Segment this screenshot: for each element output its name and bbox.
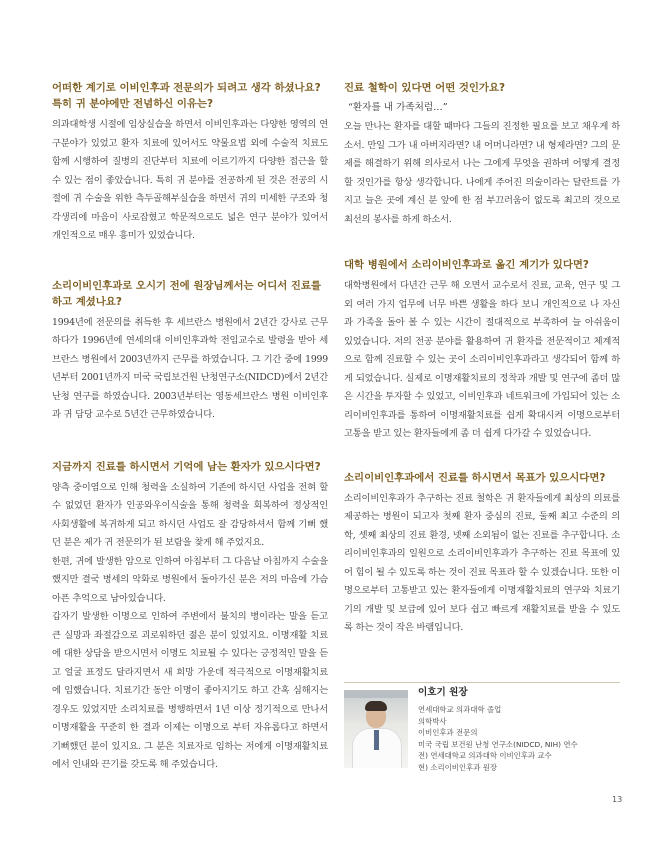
- question-heading: 대학 병원에서 소리이비인후과로 옮긴 계기가 있다면?: [344, 259, 589, 271]
- answer-paragraph: 대학병원에서 다년간 근무 해 오면서 교수로서 진료, 교육, 연구 및 그 외 여러 가지 업무에 너무 바쁜 생활을 하다 보니 개인적으로 나 자신과 가족을 돌아 볼 수 있는 시간이 절대적으로 부족하여 늘 아쉬움이 있었습니다. 저의 전공 분야를 활용하여 귀 환자를 전문적이고 체계적으로 함께 진료할 수 있는 곳이 소리이비인후과라고 생각되어 함께 하게 되었습니다. 실제로 이명재활치료의 정착과 개발 및 연구에 좀더 많은 시간을 투자할 수 있었고, 이비인후과 네트워크에 가입되어 있는 소리이비인후과를 통하여 이명재활치료를 쉽게 확대시켜 이명으로부터 고통을 받고 있는 환자들에게 좀 더 쉽게 다가갈 수 있었습니다.: [344, 280, 620, 439]
- doctor-photo: [344, 690, 408, 768]
- motto-quote: “환자를 내 가족처럼…”: [348, 102, 448, 113]
- credential-line: 연세대학교 의과대학 졸업: [418, 705, 502, 714]
- credential-line: 이비인후과 전문의: [418, 728, 478, 737]
- qa-section-move-reason: [344, 257, 620, 444]
- credential-line: 현) 소리이비인후과 원장: [418, 762, 497, 772]
- page-number: 13: [612, 795, 623, 804]
- answer-paragraph: 오늘 만나는 환자를 대할 때마다 그들의 진정한 필요를 보고 채우게 하소서. 만일 그가 내 아버지라면? 내 어머니라면? 내 형제라면? 그의 문제를 해결하기 위해 의사로서 나는 그에게 무엇을 권하며 어떻게 결정할 것인가를 항상 생각합니다. 나에게 주어진 의술이라는 달란트를 가지고 늘은 곳에 계신 분 앞에 한 점 부끄러움이 없도록 최고의 것으로 최선의 봉사를 하게 하소서.: [344, 121, 620, 225]
- answer-paragraph: 1994년에 전문의를 취득한 후 세브란스 병원에서 2년간 강사로 근무 하다가 1996년에 연세의대 이비인후과학 전임교수로 발령을 받아 세브란스 병원에서 2003년까지 근무를 하였습니다. 그 기간 중에 1999년부터 2001년까지 미국 국립보건원 난청연구소(NIDCD)에서 2년간 난청 연구를 하였습니다. 2003년부터는 영동세브란스 병원 이비인후과 귀 담당 교수로 5년간 근무하였습니다.: [52, 316, 328, 420]
- question-heading: 소리이비인후과에서 진료를 하시면서 목표가 있으시다면?: [344, 471, 606, 484]
- qa-section-career-choice: [52, 80, 328, 246]
- question-heading: 어떠한 계기로 이비인후과 전문의가 되려고 생각 하셨나요? 특히 귀 분야에만 전념하신 이유는?: [52, 82, 321, 110]
- profile-info: [418, 686, 620, 773]
- answer-paragraph: 갑자기 발생한 이명으로 인하여 주변에서 불치의 병이라는 말을 듣고 큰 실망과 좌절감으로 괴로워하던 젊은 분이 있었지요. 이명재활 치료에 대한 상담을 받으시면서 이명도 치료될 수 있다는 긍정적인 말을 듣고 얼굴 표정도 달라지면서 새 희망 가운데 적극적으로 이명재활치료에 임했습니다. 치료기간 동안 이명이 좋아지기도 하고 간혹 심해지는 경우도 있었지만 소리치료를 병행하면서 1년 이상 정기적으로 만나서 이명재활을 꾸준히 한 결과 이제는 이명으로 부터 자유롭다고 하면서 기뻐했던 분이 있지요. 그 분은 치료자로 임하는 저에게 이명재활치료에서 인내와 끈기를 갖도록 해 주었습니다.: [52, 611, 328, 770]
- question-heading: 소리이비인후과로 오시기 전에 원장님께서는 어디서 진료를 하고 계셨나요?: [52, 279, 322, 308]
- qa-section-goal: [344, 470, 620, 638]
- question-heading: 진료 철학이 있다면 어떤 것인가요?: [344, 82, 506, 94]
- answer-paragraph: 소리이비인후과가 추구하는 진료 철학은 귀 환자들에게 최상의 의료를 제공하는 병원이 되고자 첫째 환자 중심의 진료, 둘째 최고 수준의 의학, 셋째 최상의 진료 환경, 넷째 소외됨이 없는 진료를 추구합니다. 소리이비인후과의 일원으로 소리이비인후과가 추구하는 진료 목표에 있어 힘이 될 수 있도록 하는 것이 진료 목표라 할 수 있겠습니다. 또한 이명으로부터 고통받고 있는 환자들에게 이명재활치료의 연구와 치료기기의 개발 및 보급에 있어 보다 쉽고 빠르게 재활치료를 받을 수 있도록 하는 것이 작은 바램입니다.: [344, 492, 620, 633]
- doctor-name: 이호기 원장: [418, 687, 468, 698]
- left-column: [52, 80, 328, 775]
- qa-section-previous-work: [52, 278, 328, 425]
- question-heading: 지금까지 진료를 하시면서 기억에 남는 환자가 있으시다면?: [52, 460, 321, 473]
- doctor-profile: [344, 682, 620, 770]
- credential-line: 전) 연세대학교 의과대학 이비인후과 교수: [418, 751, 552, 760]
- answer-paragraph: 한편, 귀에 발생한 암으로 인하여 아침부터 그 다음날 아침까지 수술을 했지만 결국 병세의 악화로 병원에서 돌아가신 분은 저의 마음에 가슴 아픈 추억으로 남아있습니다.: [52, 555, 328, 604]
- answer-paragraph: 양측 중이염으로 인해 청력을 소실하여 기존에 하시던 사업을 전혀 할 수 없었던 환자가 인공와우이식술을 통해 청력을 회복하여 정상적인 사회생활에 복귀하게 되고 하시던 사업도 잘 감당하셔서 함께 기뻐 했던 분은 제가 귀 전문의가 된 보람을 찾게 해 주었지요.: [52, 481, 328, 548]
- divider: [344, 682, 620, 683]
- answer-paragraph: 의과대학생 시절에 임상실습을 하면서 이비인후과는 다양한 영역의 연구분야가 있었고 환자 치료에 있어서도 약물요법 외에 수술적 치료도 함께 시행하여 질병의 진단부터 치료에 이르기까지 다양한 접근을 할 수 있는 점이 좋았습니다. 특히 귀 분야를 전공하게 된 것은 전공의 시절에 귀 수술을 위한 측두골해부실습을 하면서 귀의 미세한 구조와 청각생리에 마음이 사로잡혔고 학문적으로도 넓은 연구 분야가 있어서 개인적으로 매우 흥미가 있었습니다.: [52, 119, 328, 241]
- right-column: [344, 80, 620, 638]
- credential-line: 미국 국립 보건원 난청 연구소(NIDCD, NIH) 연수: [418, 739, 578, 749]
- qa-section-memorable-patient: [52, 459, 328, 775]
- qa-section-philosophy: [344, 80, 620, 229]
- credential-line: 의학박사: [418, 716, 447, 726]
